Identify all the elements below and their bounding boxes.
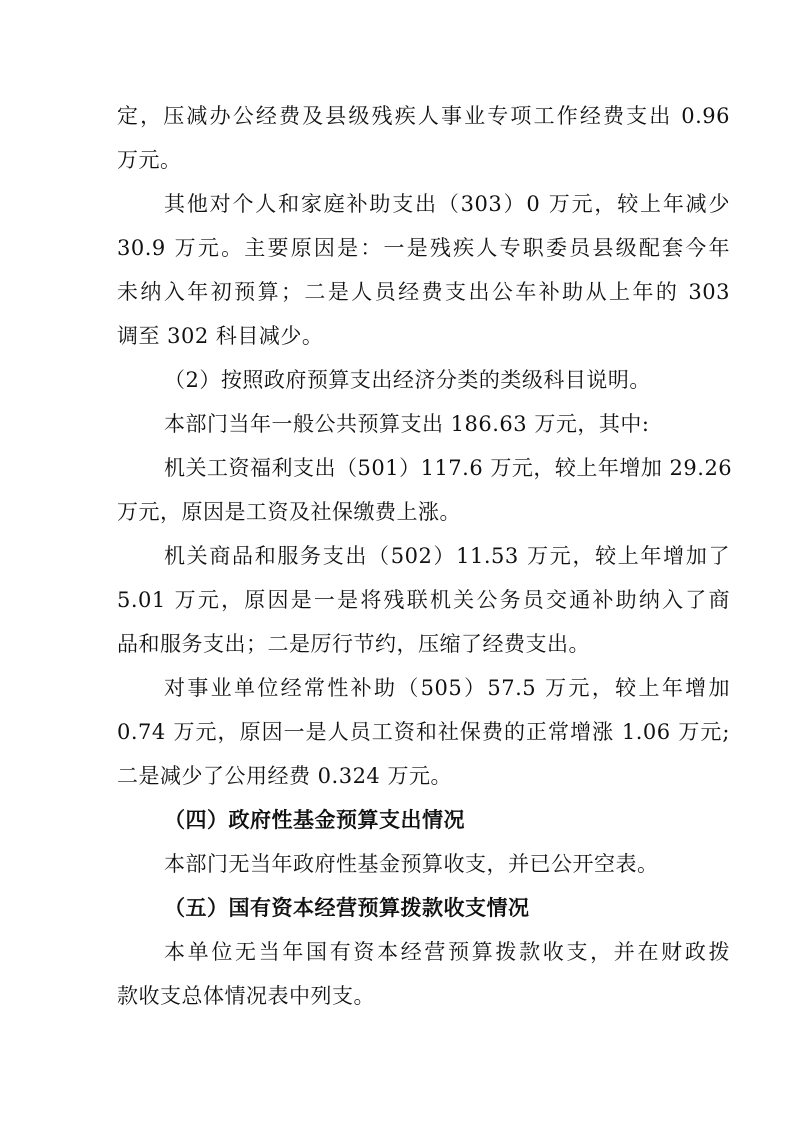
text-line: 30.9 万元。主要原因是：一是残疾人专职委员县级配套今年 [117,236,730,260]
text-line: 调至 302 科目减少。 [117,324,324,348]
text-line: 本单位无当年国有资本经营预算拨款收支，并在财政拨 [164,940,730,964]
text-line: 本部门无当年政府性基金预算收支，并已公开空表。 [164,852,659,876]
text-line: 万元，原因是工资及社保缴费上涨。 [117,500,461,524]
text-line: 对事业单位经常性补助（505）57.5 万元，较上年增加 [164,676,730,700]
text-line: 其他对个人和家庭补助支出（303）0 万元，较上年减少 [164,192,730,216]
section-subheading: （2）按照政府预算支出经济分类的类级科目说明。 [164,368,651,392]
text-line: 0.74 万元，原因一是人员工资和社保费的正常增涨 1.06 万元; [117,720,730,744]
section-heading: （五）国有资本经营预算拨款收支情况 [164,895,530,920]
text-line: 机关工资福利支出（501）117.6 万元，较上年增加 29.26 [164,456,733,480]
text-line: 二是减少了公用经费 0.324 万元。 [117,764,452,788]
text-line: 本部门当年一般公共预算支出 186.63 万元，其中: [164,412,650,436]
text-line: 款收支总体情况表中列支。 [117,984,375,1008]
text-line: 万元。 [117,148,182,172]
text-line: 机关商品和服务支出（502）11.53 万元，较上年增加了 [164,544,730,568]
section-heading: （四）政府性基金预算支出情况 [164,807,465,832]
text-line: 未纳入年初预算；二是人员经费支出公车补助从上年的 303 [117,280,730,304]
text-line: 定，压减办公经费及县级残疾人事业专项工作经费支出 0.96 [117,104,730,128]
text-line: 品和服务支出；二是厉行节约，压缩了经费支出。 [117,632,590,656]
text-line: 5.01 万元，原因是一是将残联机关公务员交通补助纳入了商 [117,588,730,612]
